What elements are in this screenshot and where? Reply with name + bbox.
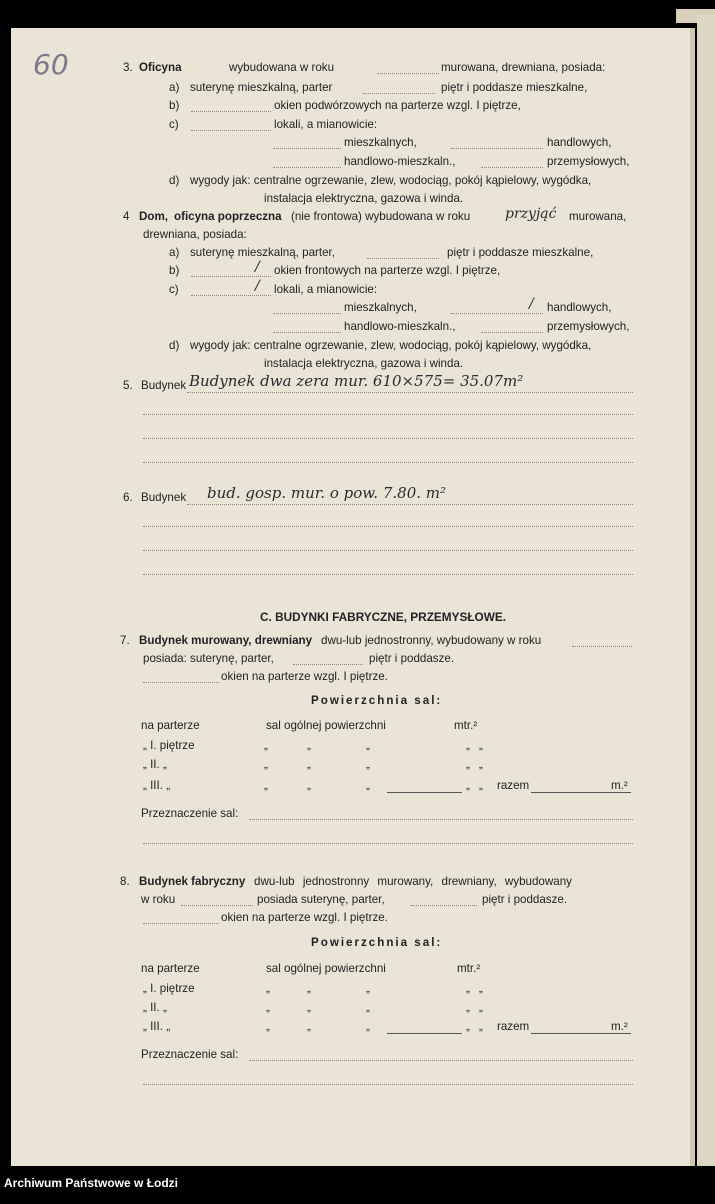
fill-line xyxy=(143,462,633,463)
s3-built: wybudowana w roku xyxy=(229,61,335,74)
s3-b-text: okien podwórzowych na parterze wzgl. I piętrze, xyxy=(274,99,521,112)
ditto: „ xyxy=(466,1001,470,1014)
archive-credit: Archiwum Państwowe w Łodzi xyxy=(4,1176,179,1190)
fill-line xyxy=(273,167,341,168)
fill-line xyxy=(191,111,271,112)
fill-line xyxy=(273,332,341,333)
fill-line xyxy=(451,313,543,314)
s8-row-3: „ III. „ xyxy=(143,1020,171,1033)
ditto: „ xyxy=(266,1001,270,1014)
s6-number: 6. xyxy=(123,491,133,504)
fill-line xyxy=(481,167,543,168)
s3-a-text: suterynę mieszkalną, parter xyxy=(190,81,333,94)
ditto: „ xyxy=(307,739,311,752)
s4-mieszkalnych: mieszkalnych, xyxy=(344,301,417,314)
fill-line xyxy=(363,93,435,94)
s8-row-parter: na parterze xyxy=(141,962,200,975)
s4-title-c: (nie frontowa) wybudowana w roku xyxy=(291,210,471,223)
s8-m2: m.² xyxy=(611,1020,628,1033)
section-c-heading: C. BUDYNKI FABRYCZNE, PRZEMYSŁOWE. xyxy=(260,610,506,624)
ditto: „ xyxy=(307,779,311,792)
ditto: „ xyxy=(264,779,268,792)
ditto: „ xyxy=(366,1001,370,1014)
fill-line xyxy=(143,550,633,551)
fill-line xyxy=(273,313,341,314)
fill-line xyxy=(191,295,271,296)
fill-line xyxy=(273,148,341,149)
s6-label: Budynek xyxy=(141,491,187,504)
s7-title: Budynek murowany, drewniany xyxy=(139,634,313,647)
s4-handlowych: handlowych, xyxy=(547,301,612,314)
s4-murowana: murowana, xyxy=(569,210,627,223)
fill-line xyxy=(451,148,543,149)
ditto: „ xyxy=(264,739,268,752)
s3-d-text: wygody jak: centralne ogrzewanie, zlew, wodociąg, pokój kąpielowy, wygódka, xyxy=(190,174,592,187)
s8-powierzchnia-heading: Powierzchnia sal: xyxy=(311,936,443,949)
s8-przeznaczenie: Przeznaczenie sal: xyxy=(141,1048,239,1061)
fill-line xyxy=(143,438,633,439)
fill-line xyxy=(143,574,633,575)
page-number: 60 xyxy=(33,48,69,81)
fill-line xyxy=(143,843,633,844)
s4-handlowo-mieszkaln: handlowo-mieszkaln., xyxy=(344,320,456,333)
ditto: „ xyxy=(479,1001,483,1014)
ditto: „ xyxy=(366,982,370,995)
s8-razem: razem xyxy=(497,1020,530,1033)
s7-powierzchnia-heading: Powierzchnia sal: xyxy=(311,694,443,707)
s3-handlowych: handlowych, xyxy=(547,136,612,149)
ditto: „ xyxy=(366,779,370,792)
fill-line xyxy=(572,646,632,647)
s4-d-text: wygody jak: centralne ogrzewanie, zlew, wodociąg, pokój kąpielowy, wygódka, xyxy=(190,339,592,352)
s3-przemyslowych: przemysłowych, xyxy=(547,155,630,168)
s4-b-handwritten: / xyxy=(255,259,260,275)
ditto: „ xyxy=(466,982,470,995)
fill-line xyxy=(481,332,543,333)
s7-razem: razem xyxy=(497,779,530,792)
s3-handlowo-mieszkaln: handlowo-mieszkaln., xyxy=(344,155,456,168)
s3-d-text2: instalacja elektryczna, gazowa i winda. xyxy=(264,192,464,205)
s8-line2-right: piętr i poddasze. xyxy=(482,893,568,906)
paper-edge-right xyxy=(697,14,715,1166)
s7-number: 7. xyxy=(120,634,130,647)
s8-row-1: „ I. piętrze xyxy=(143,982,195,995)
s7-line3: okien na parterze wzgl. I piętrze. xyxy=(221,670,388,683)
s3-types: murowana, drewniana, posiada: xyxy=(441,61,606,74)
s4-c-label: c) xyxy=(169,283,179,296)
s4-c-handwritten: / xyxy=(255,278,260,294)
s7-row-1: „ I. piętrze xyxy=(143,739,195,752)
ditto: „ xyxy=(366,1020,370,1033)
ditto: „ xyxy=(479,779,483,792)
ditto: „ xyxy=(466,758,470,771)
s7-line2-right: piętr i poddasze. xyxy=(369,652,455,665)
s8-line3: okien na parterze wzgl. I piętrze. xyxy=(221,911,388,924)
s4-a-text: suterynę mieszkalną, parter, xyxy=(190,246,335,259)
s3-a-right: piętr i poddasze mieszkalne, xyxy=(441,81,588,94)
fill-line xyxy=(143,526,633,527)
s7-przeznaczenie: Przeznaczenie sal: xyxy=(141,807,239,820)
s7-line2: posiada: suterynę, parter, xyxy=(143,652,274,665)
s8-title: Budynek fabryczny xyxy=(139,875,246,888)
s5-handwritten-entry: Budynek dwa zera mur. 610×575= 35.07m² xyxy=(189,372,524,390)
s8-number: 8. xyxy=(120,875,130,888)
fill-line xyxy=(187,392,633,393)
sum-line xyxy=(387,1033,462,1034)
fill-line xyxy=(143,923,219,924)
ditto: „ xyxy=(366,758,370,771)
s8-line2-a: w roku xyxy=(141,893,176,906)
s4-number: 4 xyxy=(123,210,130,223)
s4-title-b: oficyna poprzeczna xyxy=(174,210,282,223)
fill-line xyxy=(249,1060,633,1061)
fill-line xyxy=(143,682,219,683)
ditto: „ xyxy=(307,1020,311,1033)
s4-b-text: okien frontowych na parterze wzgl. I piętrze, xyxy=(274,264,501,277)
s3-a-label: a) xyxy=(169,81,180,94)
s3-b-label: b) xyxy=(169,99,180,112)
s4-title-a: Dom, xyxy=(139,210,168,223)
s7-m2: m.² xyxy=(611,779,628,792)
ditto: „ xyxy=(479,982,483,995)
s8-line1: dwu-lub jednostronny murowany, drewniany, wybudowany xyxy=(254,875,572,888)
fill-line xyxy=(191,130,271,131)
s4-d-label: d) xyxy=(169,339,180,352)
s4-a-right: piętr i poddasze mieszkalne, xyxy=(447,246,594,259)
s3-title: Oficyna xyxy=(139,61,182,74)
s4-c-text: lokali, a mianowicie: xyxy=(274,283,378,296)
s7-line1: dwu-lub jednostronny, wybudowany w roku xyxy=(321,634,542,647)
ditto: „ xyxy=(307,982,311,995)
ditto: „ xyxy=(466,779,470,792)
sum-line xyxy=(387,792,462,793)
fill-line xyxy=(181,905,253,906)
ditto: „ xyxy=(466,739,470,752)
ditto: „ xyxy=(479,1020,483,1033)
s5-label: Budynek xyxy=(141,379,187,392)
s8-row-parter-unit: mtr.² xyxy=(457,962,481,975)
fill-line xyxy=(367,258,439,259)
fill-line xyxy=(293,664,363,665)
s4-handwritten-year: przyjąć xyxy=(505,206,557,222)
ditto: „ xyxy=(266,982,270,995)
document-page xyxy=(11,28,695,1166)
s8-row-2: „ II. „ xyxy=(143,1001,167,1014)
ditto: „ xyxy=(479,758,483,771)
s3-d-label: d) xyxy=(169,174,180,187)
s3-c-text: lokali, a mianowicie: xyxy=(274,118,378,131)
s4-przemyslowych: przemysłowych, xyxy=(547,320,630,333)
s8-line2-b: posiada suterynę, parter, xyxy=(257,893,385,906)
s4-handlowych-handwritten: / xyxy=(529,296,534,312)
fill-line xyxy=(187,504,633,505)
s4-d-text2: instalacja elektryczna, gazowa i winda. xyxy=(264,357,464,370)
ditto: „ xyxy=(264,758,268,771)
ditto: „ xyxy=(366,739,370,752)
s5-number: 5. xyxy=(123,379,133,392)
s7-row-parter: na parterze xyxy=(141,719,200,732)
s4-a-label: a) xyxy=(169,246,180,259)
s7-row-parter-unit: mtr.² xyxy=(454,719,478,732)
ditto: „ xyxy=(307,1001,311,1014)
fill-line xyxy=(143,1084,633,1085)
fill-line xyxy=(143,414,633,415)
s3-number: 3. xyxy=(123,61,133,74)
s4-b-label: b) xyxy=(169,264,180,277)
s7-row-2: „ II. „ xyxy=(143,758,167,771)
fill-line xyxy=(377,73,439,74)
fill-line xyxy=(249,819,633,820)
ditto: „ xyxy=(307,758,311,771)
s3-c-label: c) xyxy=(169,118,179,131)
ditto: „ xyxy=(266,1020,270,1033)
fill-line xyxy=(411,905,477,906)
s8-row-parter-mid: sal ogólnej powierzchni xyxy=(266,962,386,975)
ditto: „ xyxy=(479,739,483,752)
s7-row-3: „ III. „ xyxy=(143,779,171,792)
s7-row-parter-mid: sal ogólnej powierzchni xyxy=(266,719,386,732)
fill-line xyxy=(191,276,271,277)
s3-mieszkalnych: mieszkalnych, xyxy=(344,136,417,149)
s6-handwritten-entry: bud. gosp. mur. o pow. 7.80. m² xyxy=(207,484,447,502)
page-fold xyxy=(690,28,695,1166)
ditto: „ xyxy=(466,1020,470,1033)
s4-line2: drewniana, posiada: xyxy=(143,228,247,241)
